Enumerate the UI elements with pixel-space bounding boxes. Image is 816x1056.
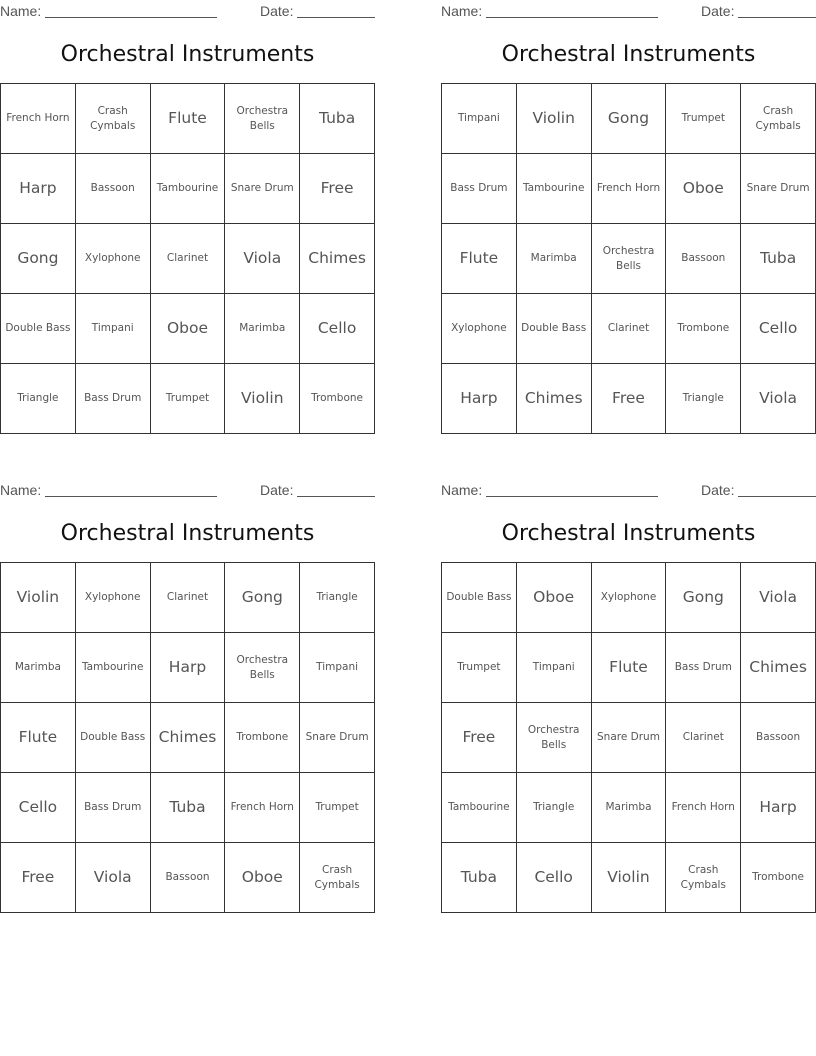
bingo-cell[interactable]: Triangle	[300, 563, 375, 633]
bingo-cell[interactable]: French Horn	[666, 773, 741, 843]
name-blank-line[interactable]	[45, 496, 217, 497]
grid-row	[442, 843, 816, 913]
bingo-cell[interactable]: Marimba	[225, 294, 300, 364]
bingo-cell[interactable]: Snare Drum	[741, 154, 816, 224]
bingo-cell[interactable]: Clarinet	[666, 703, 741, 773]
name-blank-line[interactable]	[486, 496, 658, 497]
bingo-cell[interactable]: Tuba	[741, 224, 816, 294]
bingo-cell[interactable]: Bassoon	[666, 224, 741, 294]
bingo-cell[interactable]: Tuba	[300, 84, 375, 154]
card-title: Orchestral Instruments	[60, 42, 315, 67]
date-blank-line[interactable]	[738, 496, 816, 497]
bingo-grid	[441, 562, 816, 913]
date-label: Date:	[260, 482, 294, 498]
name-date-line	[441, 479, 816, 501]
bingo-cell[interactable]: Clarinet	[150, 224, 225, 294]
bingo-cell[interactable]: Flute	[1, 703, 76, 773]
bingo-cell[interactable]: Viola	[741, 563, 816, 633]
grid-row	[442, 84, 816, 154]
bingo-cell[interactable]: Triangle	[1, 364, 76, 434]
bingo-cell[interactable]: Double Bass	[516, 294, 591, 364]
bingo-cell[interactable]: Orchestra Bells	[591, 224, 666, 294]
bingo-cell[interactable]: Clarinet	[150, 563, 225, 633]
bingo-cell[interactable]: Viola	[225, 224, 300, 294]
bingo-cell[interactable]: Double Bass	[1, 294, 76, 364]
bingo-cell[interactable]: Viola	[741, 364, 816, 434]
bingo-cell[interactable]: Oboe	[666, 154, 741, 224]
bingo-cell[interactable]: Timpani	[516, 633, 591, 703]
name-label: Name:	[441, 482, 483, 498]
date-label: Date:	[701, 3, 735, 19]
bingo-cell[interactable]: French Horn	[1, 84, 76, 154]
grid-row	[442, 364, 816, 434]
grid-row	[442, 773, 816, 843]
bingo-cell[interactable]: Harp	[442, 364, 517, 434]
bingo-cell[interactable]: Harp	[150, 633, 225, 703]
bingo-cell[interactable]: Timpani	[75, 294, 150, 364]
bingo-cell[interactable]: Tuba	[150, 773, 225, 843]
grid-row	[1, 843, 375, 913]
bingo-cell[interactable]: Oboe	[516, 563, 591, 633]
card-title: Orchestral Instruments	[501, 521, 756, 546]
bingo-cell[interactable]: Gong	[1, 224, 76, 294]
bingo-cell[interactable]: Xylophone	[75, 224, 150, 294]
bingo-cell[interactable]: Oboe	[225, 843, 300, 913]
name-date-line	[0, 479, 375, 501]
bingo-cell[interactable]: Snare Drum	[300, 703, 375, 773]
bingo-cell[interactable]: Tambourine	[516, 154, 591, 224]
bingo-cell[interactable]: Flute	[591, 633, 666, 703]
bingo-cell[interactable]: Gong	[666, 563, 741, 633]
bingo-cell[interactable]: Crash Cymbals	[741, 84, 816, 154]
grid-row	[442, 294, 816, 364]
bingo-cell[interactable]: Double Bass	[442, 563, 517, 633]
bingo-cell[interactable]: Xylophone	[75, 563, 150, 633]
name-blank-line[interactable]	[486, 17, 658, 18]
bingo-cell[interactable]: Marimba	[516, 224, 591, 294]
bingo-cell[interactable]: Timpani	[300, 633, 375, 703]
bingo-cell[interactable]: Xylophone	[591, 563, 666, 633]
grid-row	[1, 364, 375, 434]
grid-row	[1, 224, 375, 294]
bingo-cell[interactable]: Trumpet	[300, 773, 375, 843]
grid-row	[1, 294, 375, 364]
bingo-cell[interactable]: Tambourine	[75, 633, 150, 703]
grid-row	[1, 703, 375, 773]
date-blank-line[interactable]	[738, 17, 816, 18]
grid-row	[442, 563, 816, 633]
name-date-line	[0, 0, 375, 22]
bingo-cell[interactable]: Harp	[1, 154, 76, 224]
name-blank-line[interactable]	[45, 17, 217, 18]
bingo-cell[interactable]: Gong	[225, 563, 300, 633]
grid-row	[442, 154, 816, 224]
bingo-cell[interactable]: Double Bass	[75, 703, 150, 773]
bingo-cell[interactable]: Orchestra Bells	[225, 633, 300, 703]
bingo-cell[interactable]: Trumpet	[666, 84, 741, 154]
bingo-card	[0, 479, 375, 891]
bingo-cell[interactable]: Violin	[516, 84, 591, 154]
bingo-cell[interactable]: Tuba	[442, 843, 517, 913]
grid-row	[442, 224, 816, 294]
bingo-cell[interactable]: Triangle	[516, 773, 591, 843]
grid-row	[442, 703, 816, 773]
bingo-card	[441, 479, 816, 891]
grid-row	[1, 633, 375, 703]
bingo-cell[interactable]: Violin	[591, 843, 666, 913]
bingo-cell[interactable]: Snare Drum	[591, 703, 666, 773]
name-label: Name:	[0, 482, 42, 498]
bingo-cell[interactable]: Cello	[741, 294, 816, 364]
grid-row	[1, 154, 375, 224]
bingo-cell[interactable]: Orchestra Bells	[225, 84, 300, 154]
name-date-line	[441, 0, 816, 22]
bingo-cell[interactable]: Marimba	[591, 773, 666, 843]
bingo-cell[interactable]: Free	[442, 703, 517, 773]
bingo-cell[interactable]: Trombone	[225, 703, 300, 773]
name-label: Name:	[441, 3, 483, 19]
bingo-cell[interactable]: Trombone	[741, 843, 816, 913]
bingo-cell[interactable]: Cello	[1, 773, 76, 843]
card-title: Orchestral Instruments	[60, 521, 315, 546]
bingo-cell[interactable]: Crash Cymbals	[300, 843, 375, 913]
date-label: Date:	[701, 482, 735, 498]
bingo-cell[interactable]: Trombone	[300, 364, 375, 434]
bingo-grid	[441, 83, 816, 434]
bingo-cell[interactable]: Tambourine	[150, 154, 225, 224]
bingo-cell[interactable]: Gong	[591, 84, 666, 154]
bingo-cell[interactable]: Bassoon	[150, 843, 225, 913]
date-label: Date:	[260, 3, 294, 19]
bingo-cell[interactable]: Snare Drum	[225, 154, 300, 224]
bingo-cell[interactable]: Oboe	[150, 294, 225, 364]
bingo-cell[interactable]: Chimes	[300, 224, 375, 294]
bingo-cell[interactable]: Bass Drum	[75, 773, 150, 843]
bingo-cell[interactable]: Chimes	[516, 364, 591, 434]
grid-row	[1, 773, 375, 843]
bingo-cell[interactable]: Violin	[225, 364, 300, 434]
grid-row	[442, 633, 816, 703]
bingo-cell[interactable]: Bass Drum	[666, 633, 741, 703]
bingo-cell[interactable]: French Horn	[591, 154, 666, 224]
bingo-grid	[0, 83, 375, 434]
bingo-cell[interactable]: Chimes	[150, 703, 225, 773]
name-label: Name:	[0, 3, 42, 19]
bingo-cell[interactable]: Harp	[741, 773, 816, 843]
bingo-cell[interactable]: Free	[1, 843, 76, 913]
bingo-cell[interactable]: Tambourine	[442, 773, 517, 843]
bingo-cell[interactable]: French Horn	[225, 773, 300, 843]
bingo-cell[interactable]: Violin	[1, 563, 76, 633]
bingo-cell[interactable]: Bassoon	[75, 154, 150, 224]
grid-row	[1, 563, 375, 633]
bingo-cell[interactable]: Xylophone	[442, 294, 517, 364]
grid-row	[1, 84, 375, 154]
date-blank-line[interactable]	[297, 496, 375, 497]
bingo-cell[interactable]: Bass Drum	[75, 364, 150, 434]
bingo-cell[interactable]: Free	[591, 364, 666, 434]
bingo-card	[441, 0, 816, 408]
card-title: Orchestral Instruments	[501, 42, 756, 67]
date-blank-line[interactable]	[297, 17, 375, 18]
bingo-cell[interactable]: Marimba	[1, 633, 76, 703]
bingo-cell[interactable]: Crash Cymbals	[666, 843, 741, 913]
bingo-cell[interactable]: Viola	[75, 843, 150, 913]
bingo-cell[interactable]: Trumpet	[150, 364, 225, 434]
bingo-cell[interactable]: Timpani	[442, 84, 517, 154]
bingo-cell[interactable]: Cello	[300, 294, 375, 364]
bingo-cell[interactable]: Bassoon	[741, 703, 816, 773]
bingo-cell[interactable]: Trumpet	[442, 633, 517, 703]
bingo-cell[interactable]: Flute	[442, 224, 517, 294]
bingo-cell[interactable]: Chimes	[741, 633, 816, 703]
bingo-cell[interactable]: Flute	[150, 84, 225, 154]
bingo-cell[interactable]: Orchestra Bells	[516, 703, 591, 773]
bingo-cell[interactable]: Triangle	[666, 364, 741, 434]
bingo-cell[interactable]: Clarinet	[591, 294, 666, 364]
bingo-grid	[0, 562, 375, 913]
bingo-cell[interactable]: Crash Cymbals	[75, 84, 150, 154]
bingo-cell[interactable]: Trombone	[666, 294, 741, 364]
bingo-cell[interactable]: Cello	[516, 843, 591, 913]
bingo-cell[interactable]: Free	[300, 154, 375, 224]
bingo-card	[0, 0, 375, 408]
bingo-cell[interactable]: Bass Drum	[442, 154, 517, 224]
